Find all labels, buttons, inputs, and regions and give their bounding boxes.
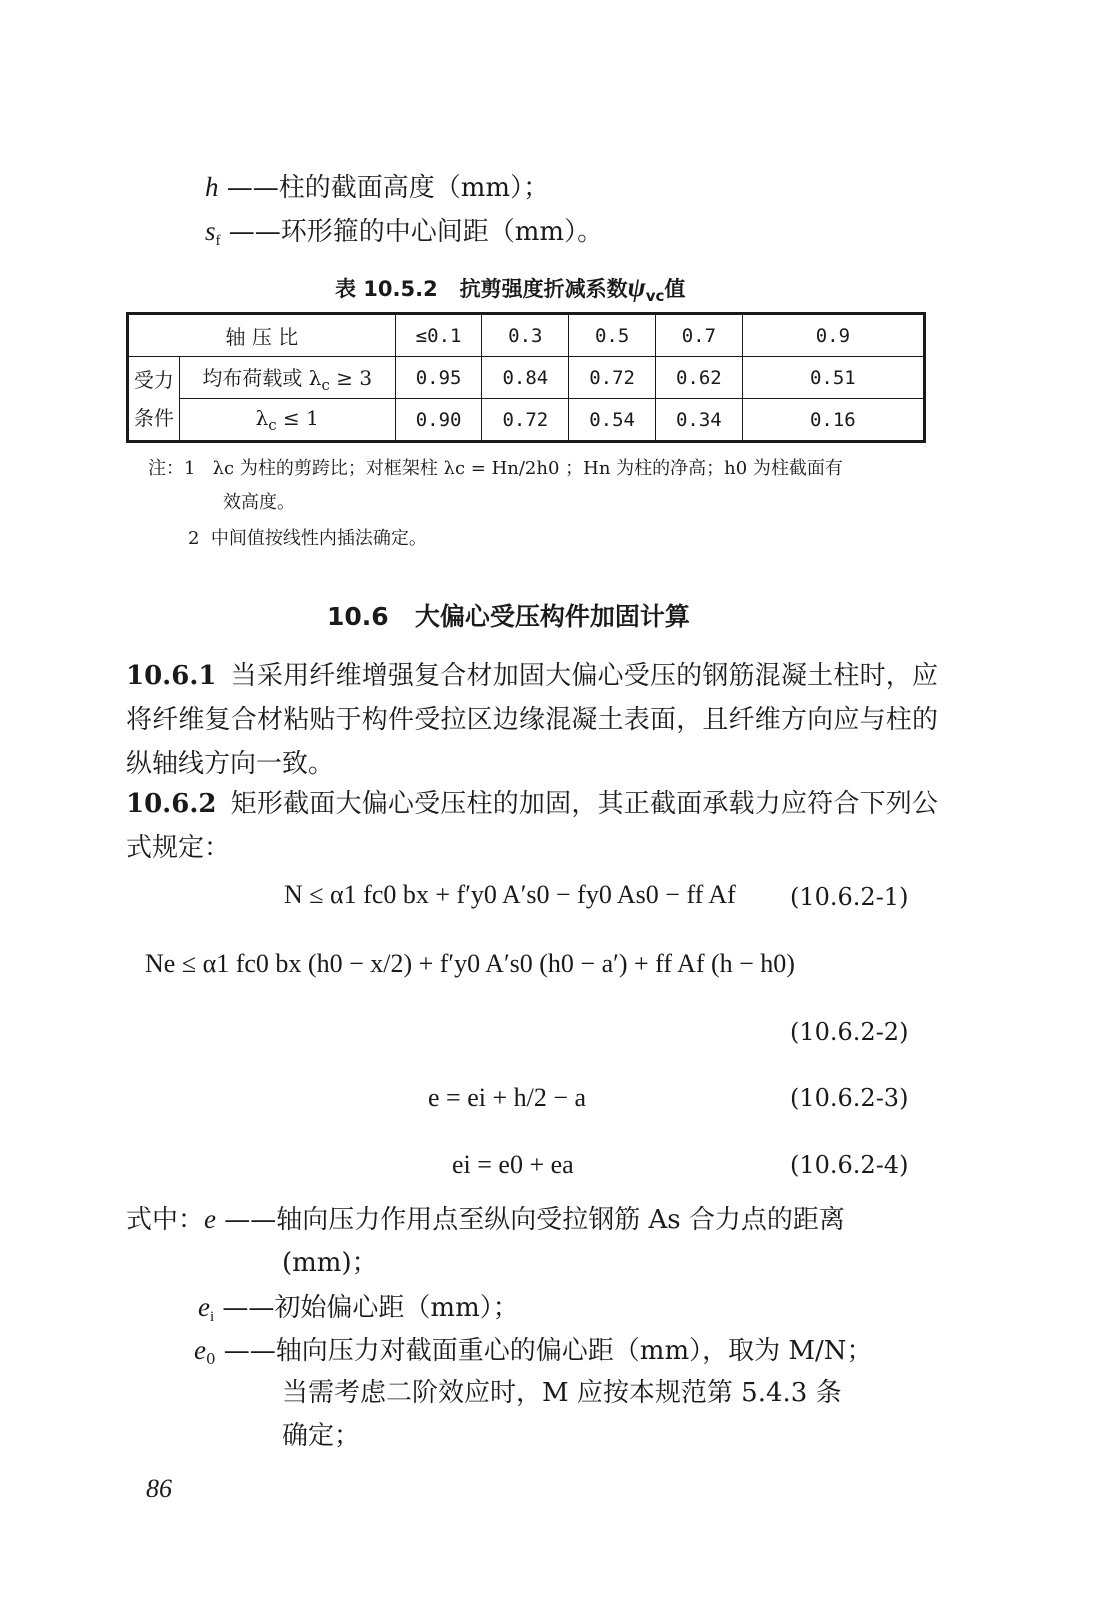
where-ei: $e_i$ ——初始偏心距（mm）； (198, 1292, 519, 1325)
equation-4: ei = e0 + ea (452, 1150, 574, 1179)
section-title: 10.6 大偏心受压构件加固计算 (327, 602, 690, 631)
definition-h: h ——柱的截面高度（mm）； (205, 172, 550, 203)
equation-2: Ne ≤ α1 fc0 bx (h0 − x/2) + f′y0 A′s0 (h0 − a′) + ff Af (h − h0) (145, 949, 795, 978)
table-cell: 0.9 (742, 314, 924, 357)
clause-10-6-1: 10.6.1 当采用纤维增强复合材加固大偏心受压的钢筋混凝土柱时，应将纤维复合材粘贴于构件受拉区边缘混凝土表面，且纤维方向应与柱的纵轴线方向一致。 (126, 661, 938, 779)
note-1: 注：1 λc 为柱的剪跨比；对框架柱 λc = Hn/2h0 ；Hn 为柱的净高；h0 为柱截面有 (148, 458, 843, 479)
where-e0-cont-2: 确定； (282, 1421, 361, 1451)
equation-number-3: (10.6.2-3) (790, 1084, 909, 1112)
equation-number-1: (10.6.2-1) (790, 883, 909, 911)
table-cell: 0.34 (655, 399, 742, 442)
definition-sf: $s_f$ ——环形箍的中心间距（mm）。 (205, 216, 604, 249)
where-e0-cont-1: 当需考虑二阶效应时，M 应按本规范第 5.4.3 条 (282, 1378, 842, 1408)
table-row (128, 314, 925, 357)
table-cell: 0.54 (569, 399, 656, 442)
note-1-cont: 效高度。 (223, 492, 295, 513)
group-label: 受力 条件 (128, 357, 180, 442)
where-e0: $e_0$ ——轴向压力对截面重心的偏心距（mm），取为 M/N； (194, 1335, 873, 1368)
header-axial-ratio: 轴 压 比 (128, 314, 396, 357)
row-label: 均布荷载或 $\lambda_c \ge 3$ (179, 357, 395, 399)
table-cell: 0.16 (742, 399, 924, 442)
table-cell: 0.72 (569, 357, 656, 399)
equation-1: N ≤ α1 fc0 bx + f′y0 A′s0 − fy0 As0 − ff Af (284, 880, 736, 909)
table-cell: 0.5 (569, 314, 656, 357)
equation-3: e = ei + h/2 − a (428, 1083, 587, 1112)
table-cell: 0.62 (655, 357, 742, 399)
table-cell: 0.84 (482, 357, 569, 399)
where-e-cont: (mm)； (282, 1248, 378, 1278)
table-cell: 0.72 (482, 399, 569, 442)
table-cell: 0.90 (395, 399, 482, 442)
page-number: 86 (146, 1474, 172, 1503)
table-cell: ≤0.1 (395, 314, 482, 357)
equation-number-4: (10.6.2-4) (790, 1151, 909, 1179)
table-cell: 0.7 (655, 314, 742, 357)
shear-reduction-table (126, 312, 926, 443)
table-cell: 0.3 (482, 314, 569, 357)
table-row (128, 357, 925, 399)
where-e: 式中：e ——轴向压力作用点至纵向受拉钢筋 As 合力点的距离 (126, 1204, 845, 1235)
clause-10-6-2: 10.6.2 矩形截面大偏心受压柱的加固，其正截面承载力应符合下列公式规定： (126, 789, 938, 863)
equation-number-2: (10.6.2-2) (790, 1018, 909, 1046)
note-2: 2 中间值按线性内插法确定。 (188, 528, 427, 549)
table-cell: 0.51 (742, 357, 924, 399)
table-cell: 0.95 (395, 357, 482, 399)
table-row (128, 399, 925, 442)
table-caption: 表 10.5.2 抗剪强度折减系数$\psi_{vc}$值 (335, 272, 686, 305)
row-label: $\lambda_c \le 1$ (179, 399, 395, 442)
